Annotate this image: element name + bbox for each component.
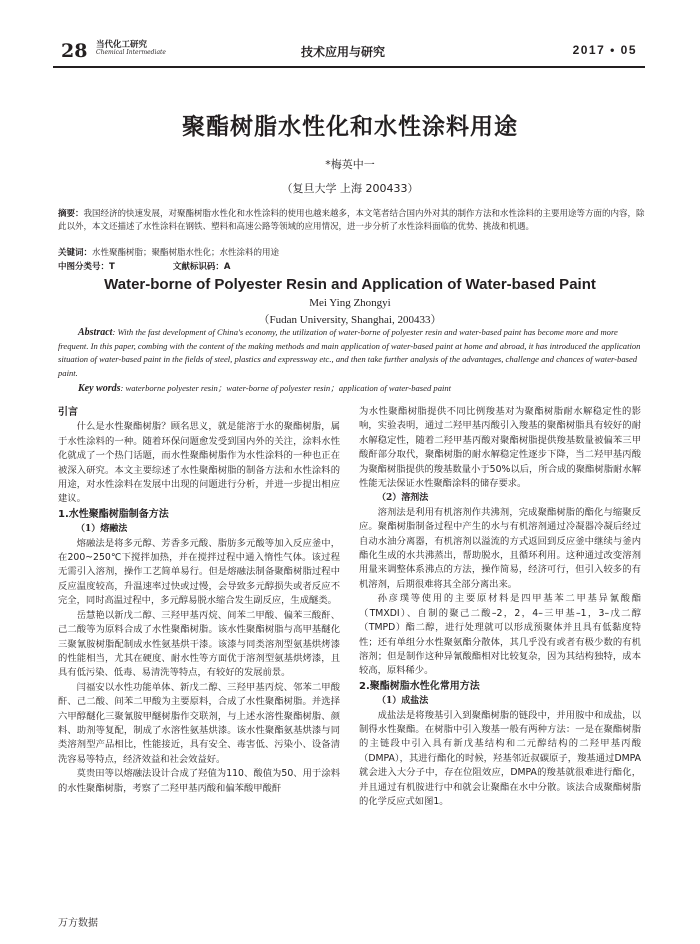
english-affiliation: （Fudan University, Shanghai, 200433）: [258, 314, 442, 326]
page-number: 28: [61, 40, 88, 62]
classification-line: [58, 260, 650, 272]
english-keywords-label: Key words: [78, 383, 121, 394]
keywords-cn-text: 水性聚酯树脂；聚酯树脂水性化；水性涂料的用途: [92, 248, 280, 258]
body-paragraph: 溶剂法是利用有机溶剂作共沸剂，完成聚酯树脂的酯化与缩聚反应。聚酯树脂制备过程中产生的水与有机溶剂通过冷凝器冷凝后经过自动水油分离器，有机溶剂以溢流的方式返回到反应釜中继续与釜内酯化生成的水共沸蒸出，帮助脱水，且循环利用。这种通过改变溶剂用量来调整体系沸点的方法，操作简易，经济可行，但引入较多的有机溶剂，后期很难将其全部分离出来。: [359, 506, 641, 590]
document-code: 文献标识码：A: [172, 262, 231, 272]
english-keywords: [78, 382, 650, 394]
subsection-heading: （1）熔融法: [76, 524, 128, 535]
journal-name-cn: 当代化工研究: [96, 40, 148, 50]
left-column: [58, 405, 340, 796]
english-title: Water-borne of Polyester Resin and Application of Water-based Paint: [104, 276, 596, 293]
body-paragraph: 莫贵田等以熔融法设计合成了羟值为110、酸值为50、用于涂料的水性聚酯树脂，考察了二羟甲基丙酸和偏苯酸甲酸酐: [58, 768, 340, 794]
english-abstract: [58, 326, 650, 380]
intro-heading: 引言: [58, 407, 78, 418]
english-abstract-label: Abstract: [78, 327, 113, 338]
section-name: 技术应用与研究: [301, 45, 386, 59]
abstract-cn-text: 我国经济的快速发展，对聚酯树脂水性化和水性涂料的使用也越来越多，本文笔者结合国内外对其的制作方法和水性涂料的主要用途等方面的内容，除此以外，本文还描述了水性涂料在钢铁、塑料和高速公路等领域的应用情况，进一步分析了水性涂料面临的优势、挑战和机遇。: [58, 209, 645, 232]
body-paragraph: 岳慧艳以新戊二醇、三羟甲基丙烷、间苯二甲酸、偏苯三酸酐、己二酸等为原料合成了水性聚酯树脂。该水性聚酯树脂与高甲基醚化三聚氰胺树脂配制成水性氨基烘干漆。该漆与同类溶剂型氨基烘烤漆的性能相当，尤其在硬度、耐水性等方面优于溶剂型氨基烘烤漆，且具有低污染、低毒、易清洗等特点，有较好的发展前景。: [58, 609, 340, 679]
body-paragraph: 为水性聚酯树脂提供不同比例羧基对为聚酯树脂耐水解稳定性的影响，实验表明，通过二羟甲基丙酸引入羧基的聚酯树脂具有较好的耐水解稳定性，随着二羟甲基丙酸对聚酯树脂提供羧基数量被偏苯三甲酸酐部分取代，聚酯树脂的耐水解稳定性逐步下降，当二羟甲基丙酸为聚酯树脂提供的羧基数量小于50%以后，所合成的聚酯树脂耐水解性能无法保证水性聚酯涂料的储存要求。: [359, 406, 641, 490]
body-paragraph: 闫福安以水性功能单体、新戊二醇、三羟甲基丙烷、邻苯二甲酸酐、己二酸、间苯二甲酸为主要原料，合成了水性聚酯树脂。并选择六甲醇醚化三聚氰胺甲醚树脂作交联剂，与上述水溶性聚酯树脂、颜料、助剂等复配，制成了水溶性氨基烘漆。该水性聚酯氨基烘漆与同类溶剂型产品相比，性能接近，具有安全、毒害低、污染小、设备清洗容易等特点，经济效益和社会效益好。: [58, 681, 340, 765]
header-rule: [53, 66, 645, 68]
abstract-cn-label: 摘要：: [58, 209, 84, 219]
paper-title: 聚酯树脂水性化和水性涂料用途: [182, 114, 518, 140]
body-paragraph: 熔融法是将多元醇、芳香多元酸、脂肪多元酸等加入反应釜中，在200~250℃下搅拌加热，并在搅拌过程中通入惰性气体。该过程无需引入溶剂，操作工艺简单易行。但是熔融法制备聚酯树脂过程中反应温度较高，升温速率过快或过慢，会导致多元醇损失或者反应不完全，同时高温过程中，多元醇易脱水缩合发生副反应，生成醚类。: [58, 537, 340, 607]
keywords-cn: [58, 246, 650, 258]
subsection-heading: （1）成盐法: [377, 696, 429, 707]
paper-affiliation: （复旦大学 上海 200433）: [281, 182, 419, 195]
section-heading: 1.水性聚酯树脂制备方法: [58, 508, 169, 520]
english-keywords-text: : waterborne polyester resin；water-borne of polyester resin；application of water-based paint: [120, 383, 452, 393]
journal-name: [96, 41, 166, 57]
abstract-cn: [58, 208, 650, 234]
footer-source: 万方数据: [58, 918, 98, 929]
running-header: [53, 36, 645, 68]
issue-label: 2017 • 05: [572, 43, 637, 57]
right-column: [359, 405, 641, 809]
body-paragraph: 孙彦璞等使用的主要原材料是四甲基苯二甲基异氰酸酯（TMXDI）、自制的聚己二酸–2，2，4–三甲基–1，3–戊二醇（TMPD）酯二醇，进行处理就可以形成预聚体并且具有低黏度特性；还有单组分水性聚氨酯分散体，其几乎没有或者有极少数的有机溶剂；但是制作这种异氰酸酯相对比较复杂，因为其结构独特，成本较高，原料稀少。: [359, 593, 641, 677]
body-paragraph: 成盐法是将羧基引入到聚酯树脂的链段中，并用胺中和成盐，以制得水性聚酯。在树脂中引入羧基一般有两种方法：一是在聚酯树脂的主链段中引入具有新戊基结构和二元醇结构的二羟甲基丙酸（DMPA），其进行酯化的时候，羟基邻近叔碳原子，羧基通过DMPA就会进入大分子中，存在位阻效应，DMPA的羧基就很难进行酯化，并且通过有机胺进行中和就会让聚酯在水中分散。该法合成聚酯树脂的化学反应式如图1。: [359, 709, 641, 807]
keywords-cn-label: 关键词：: [58, 248, 93, 258]
classification-number: 中图分类号：T: [58, 262, 115, 272]
journal-name-en: Chemical Intermediate: [96, 49, 166, 57]
english-author: Mei Ying Zhongyi: [309, 297, 391, 309]
paper-author: *梅英中一: [325, 158, 375, 171]
english-abstract-text: : With the fast development of China's economy, the utilization of water-borne of polyester resin and water-based paint has become more and more frequent. In this paper, combing with the content of the making methods and main application of water-based paint at home and abroad, it has introduced the application situation of water-based paint in the fields of steel, plastics and expressway etc., and then take further analysis of the advantages, challenge and chances of water-based paint.: [58, 327, 641, 378]
subsection-heading: （2）溶剂法: [377, 493, 429, 504]
section-heading: 2.聚酯树脂水性化常用方法: [359, 680, 480, 692]
body-paragraph: 什么是水性聚酯树脂？顾名思义，就是能溶于水的聚酯树脂，属于水性涂料的一种。随着环保问题愈发受到国内外的关注，涂料水性化就成了一个热门话题，而水性聚酯树脂作为水性涂料的一种也正在被深入研究。本文主要综述了水性聚酯树脂的制备方法和水性涂料的用途，对水性涂料在发展中出现的问题进行分析，并进一步提出相应建议。: [58, 421, 340, 505]
